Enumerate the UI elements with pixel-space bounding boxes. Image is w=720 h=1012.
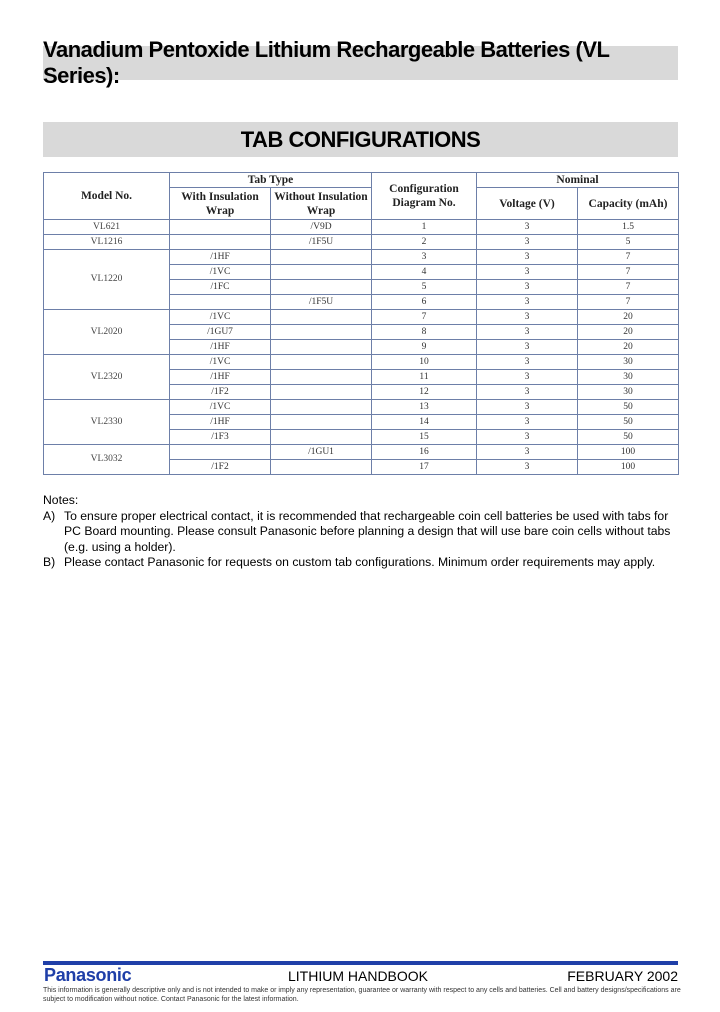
cell-with-insulation: /1VC — [170, 265, 271, 280]
cell-voltage: 3 — [477, 310, 578, 325]
footer-divider — [43, 961, 678, 965]
cell-without-insulation — [271, 460, 372, 475]
cell-voltage: 3 — [477, 325, 578, 340]
cell-with-insulation — [170, 445, 271, 460]
cell-without-insulation — [271, 310, 372, 325]
cell-config: 1 — [372, 220, 477, 235]
header-without-insulation: Without Insulation Wrap — [271, 188, 372, 220]
cell-config: 3 — [372, 250, 477, 265]
table-row — [44, 310, 679, 325]
cell-capacity: 7 — [578, 295, 679, 310]
cell-capacity: 100 — [578, 445, 679, 460]
cell-capacity: 20 — [578, 310, 679, 325]
cell-without-insulation: /V9D — [271, 220, 372, 235]
cell-with-insulation: /1VC — [170, 355, 271, 370]
header-voltage: Voltage (V) — [477, 188, 578, 220]
cell-model: VL2320 — [44, 355, 170, 400]
note-label: B) — [43, 555, 56, 569]
cell-capacity: 7 — [578, 265, 679, 280]
cell-model: VL3032 — [44, 445, 170, 475]
cell-voltage: 3 — [477, 250, 578, 265]
cell-without-insulation: /1F5U — [271, 235, 372, 250]
cell-with-insulation: /1HF — [170, 415, 271, 430]
cell-config: 4 — [372, 265, 477, 280]
section-title: TAB CONFIGURATIONS — [43, 122, 678, 157]
cell-without-insulation — [271, 385, 372, 400]
cell-voltage: 3 — [477, 430, 578, 445]
notes-heading: Notes: — [43, 493, 79, 507]
table-row — [44, 445, 679, 460]
cell-capacity: 7 — [578, 250, 679, 265]
cell-without-insulation: /1GU1 — [271, 445, 372, 460]
cell-capacity: 50 — [578, 430, 679, 445]
note-label: A) — [43, 508, 56, 523]
cell-capacity: 20 — [578, 340, 679, 355]
cell-capacity: 30 — [578, 355, 679, 370]
cell-config: 13 — [372, 400, 477, 415]
cell-voltage: 3 — [477, 400, 578, 415]
cell-voltage: 3 — [477, 235, 578, 250]
cell-without-insulation — [271, 280, 372, 295]
footer-date: FEBRUARY 2002 — [567, 968, 678, 984]
cell-capacity: 100 — [578, 460, 679, 475]
cell-config: 9 — [372, 340, 477, 355]
cell-without-insulation — [271, 250, 372, 265]
cell-without-insulation — [271, 340, 372, 355]
table-row — [44, 250, 679, 265]
cell-capacity: 20 — [578, 325, 679, 340]
cell-model: VL2330 — [44, 400, 170, 445]
cell-without-insulation — [271, 355, 372, 370]
table-row — [44, 355, 679, 370]
note-text: Please contact Panasonic for requests on custom tab configurations. Minimum order requirements may apply. — [64, 555, 656, 569]
cell-config: 16 — [372, 445, 477, 460]
cell-without-insulation — [271, 370, 372, 385]
cell-with-insulation: /1F2 — [170, 385, 271, 400]
cell-capacity: 7 — [578, 280, 679, 295]
header-tab-type: Tab Type — [170, 173, 372, 188]
header-config: Configuration Diagram No. — [372, 173, 477, 220]
table-body — [44, 220, 679, 475]
cell-config: 6 — [372, 295, 477, 310]
cell-config: 11 — [372, 370, 477, 385]
header-capacity: Capacity (mAh) — [578, 188, 679, 220]
cell-model: VL2020 — [44, 310, 170, 355]
table-row — [44, 235, 679, 250]
cell-config: 17 — [372, 460, 477, 475]
cell-with-insulation: /1FC — [170, 280, 271, 295]
cell-capacity: 30 — [578, 385, 679, 400]
cell-without-insulation — [271, 430, 372, 445]
cell-voltage: 3 — [477, 445, 578, 460]
cell-with-insulation — [170, 220, 271, 235]
table-row — [44, 220, 679, 235]
cell-with-insulation: /1HF — [170, 340, 271, 355]
cell-config: 5 — [372, 280, 477, 295]
cell-with-insulation: /1VC — [170, 310, 271, 325]
cell-config: 15 — [372, 430, 477, 445]
cell-capacity: 5 — [578, 235, 679, 250]
cell-voltage: 3 — [477, 340, 578, 355]
cell-config: 12 — [372, 385, 477, 400]
header-with-insulation: With Insulation Wrap — [170, 188, 271, 220]
notes — [43, 493, 683, 571]
note-b — [43, 555, 683, 571]
cell-capacity: 50 — [578, 415, 679, 430]
cell-voltage: 3 — [477, 355, 578, 370]
cell-voltage: 3 — [477, 370, 578, 385]
cell-voltage: 3 — [477, 415, 578, 430]
cell-model: VL621 — [44, 220, 170, 235]
cell-without-insulation — [271, 415, 372, 430]
cell-config: 10 — [372, 355, 477, 370]
cell-config: 7 — [372, 310, 477, 325]
table-row — [44, 400, 679, 415]
cell-config: 14 — [372, 415, 477, 430]
cell-without-insulation — [271, 265, 372, 280]
tab-configurations-table — [43, 172, 679, 475]
cell-without-insulation — [271, 400, 372, 415]
cell-config: 8 — [372, 325, 477, 340]
cell-voltage: 3 — [477, 460, 578, 475]
cell-config: 2 — [372, 235, 477, 250]
cell-without-insulation — [271, 325, 372, 340]
footer-handbook: LITHIUM HANDBOOK — [288, 968, 429, 984]
cell-with-insulation: /1F2 — [170, 460, 271, 475]
cell-without-insulation: /1F5U — [271, 295, 372, 310]
note-text: To ensure proper electrical contact, it is recommended that rechargeable coin cell batteries be used with tabs for PC Board mounting. Please consult Panasonic before planning a design that will use bare coin cells without tabs (e.g. using a holder). — [64, 508, 671, 554]
cell-voltage: 3 — [477, 295, 578, 310]
footer-disclaimer: This information is generally descriptive only and is not intended to make or imply any representation, guarantee or warranty with respect to any cells and batteries. Cell and battery designs/specifications are subject to modification without notice. Contact Panasonic for the latest information. — [43, 987, 681, 1003]
cell-voltage: 3 — [477, 265, 578, 280]
cell-model: VL1220 — [44, 250, 170, 310]
cell-voltage: 3 — [477, 280, 578, 295]
cell-model: VL1216 — [44, 235, 170, 250]
header-model: Model No. — [44, 173, 170, 220]
cell-voltage: 3 — [477, 220, 578, 235]
page-title: Vanadium Pentoxide Lithium Rechargeable Batteries (VL Series): — [43, 46, 678, 80]
cell-with-insulation: /1F3 — [170, 430, 271, 445]
cell-with-insulation: /1GU7 — [170, 325, 271, 340]
cell-voltage: 3 — [477, 385, 578, 400]
note-a — [43, 509, 683, 556]
cell-with-insulation: /1HF — [170, 250, 271, 265]
cell-capacity: 30 — [578, 370, 679, 385]
cell-capacity: 1.5 — [578, 220, 679, 235]
panasonic-logo: Panasonic — [44, 965, 132, 985]
cell-with-insulation — [170, 235, 271, 250]
cell-with-insulation: /1HF — [170, 370, 271, 385]
cell-with-insulation: /1VC — [170, 400, 271, 415]
header-nominal: Nominal — [477, 173, 679, 188]
cell-capacity: 50 — [578, 400, 679, 415]
cell-with-insulation — [170, 295, 271, 310]
